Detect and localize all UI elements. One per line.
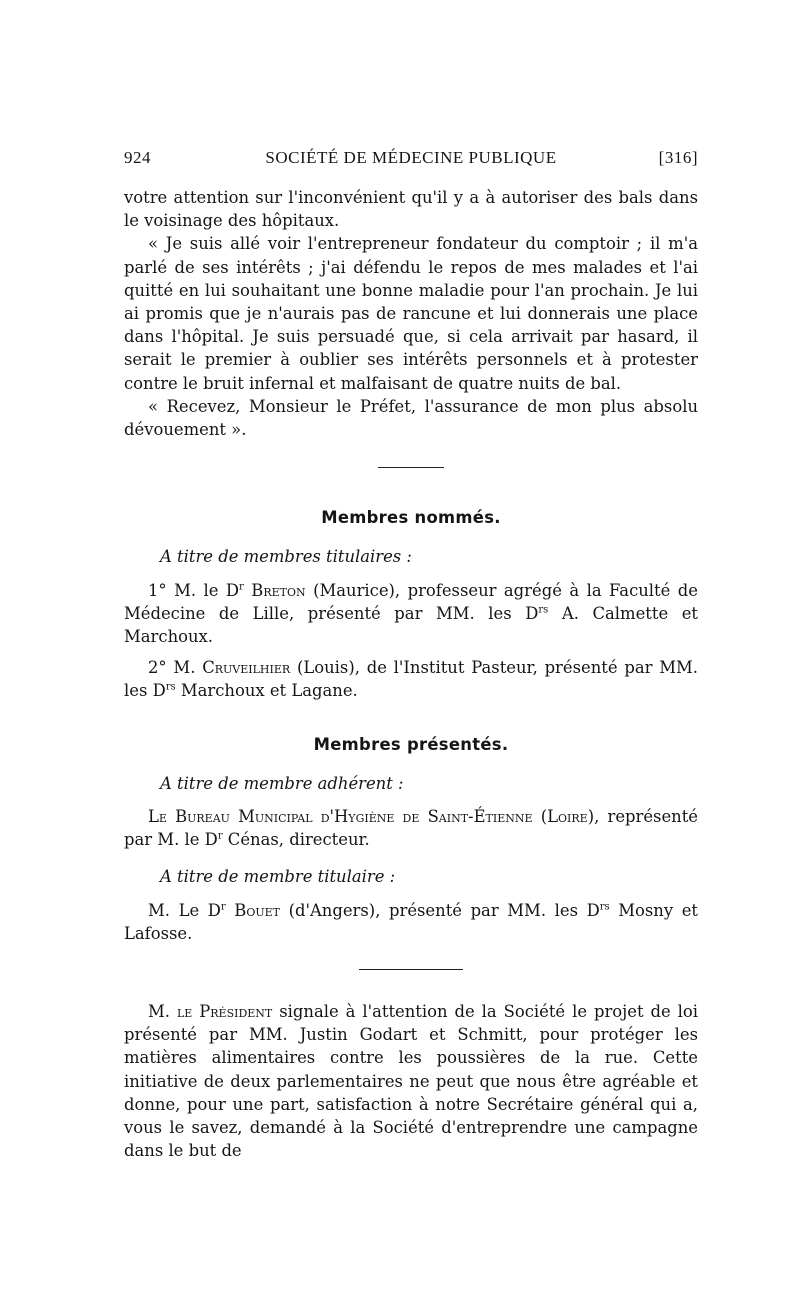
member-name: Cruveilhier bbox=[202, 658, 291, 678]
member-entry bbox=[124, 899, 698, 945]
superscript: rs bbox=[538, 604, 549, 616]
running-header bbox=[124, 148, 698, 170]
paragraph-president bbox=[124, 1000, 698, 1162]
entry-text: M. Le D bbox=[148, 900, 221, 920]
member-name: Le Bureau Municipal d'Hygiène de Saint-Étienne bbox=[148, 807, 533, 827]
entry-text: signale à l'attention de la Société le projet de loi présenté par MM. Justin Godart et Schmitt, pour protéger les matières alimentaires contre les poussières de la rue. Cette initiative de deux parlementaires ne peut que nous être agréable et donne, pour une part, satisfaction à notre Secrétaire général qui a, vous le savez, demandé à la Société d'entreprendre une campagne dans le but de bbox=[124, 1002, 698, 1161]
superscript: rs bbox=[599, 901, 610, 913]
superscript: r bbox=[217, 830, 223, 842]
paragraph-closing: « Recevez, Monsieur le Préfet, l'assurance de mon plus absolu dévouement ». bbox=[124, 396, 698, 440]
entry-text: 2° M. bbox=[148, 658, 203, 678]
entry-text: Mosny et Lafosse. bbox=[124, 900, 698, 943]
paragraph-quote: « Je suis allé voir l'entrepreneur fondateur du comptoir ; il m'a parlé de ses intérêts ; j'ai défendu le repos de mes malades et l'ai quitté en lui souhaitant une bonne maladie pour l'an prochain. Je lui ai promis que je n'aurais pas de rancune et lui donnerais une place dans l'hôpital. Je suis persuadé que, si cela arrivait par hasard, il serait le premier à oublier ses intérêts personnels et à protester contre le bruit infernal et malfaisant de quatre nuits de bal. bbox=[124, 234, 698, 393]
member-name: Breton bbox=[251, 580, 306, 600]
entry-text: (Maurice), professeur agrégé à la Faculté de Médecine de Lille, présenté par MM. les D bbox=[124, 580, 698, 623]
entry-text: (d'Angers), présenté par MM. les D bbox=[279, 900, 600, 920]
page-body bbox=[124, 186, 698, 1163]
divider-rule bbox=[378, 467, 444, 468]
member-entry bbox=[124, 805, 698, 851]
place-name: Loire bbox=[547, 807, 588, 827]
superscript: r bbox=[220, 901, 226, 913]
member-entry bbox=[124, 579, 698, 649]
speaker-name: M. le Président bbox=[148, 1002, 273, 1022]
member-entry bbox=[124, 656, 698, 702]
subhead-membre-titulaire: A titre de membre titulaire : bbox=[160, 867, 396, 887]
divider-rule bbox=[359, 969, 463, 970]
section-title-membres-nommes: Membres nommés. bbox=[321, 508, 501, 528]
superscript: r bbox=[239, 581, 244, 593]
superscript: rs bbox=[165, 681, 176, 693]
paragraph-continuation: votre attention sur l'inconvénient qu'il y a à autoriser des bals dans le voisinage des hôpitaux. bbox=[124, 188, 698, 231]
header-bracket-number: [316] bbox=[658, 148, 698, 167]
section-title-membres-presentes: Membres présentés. bbox=[313, 734, 509, 754]
member-name: Bouet bbox=[225, 900, 280, 920]
entry-text: Marchoux et Lagane. bbox=[175, 681, 358, 701]
page-number: 924 bbox=[124, 148, 151, 167]
entry-text: A. Calmette et Marchoux. bbox=[124, 603, 698, 647]
entry-text: ( bbox=[532, 807, 548, 827]
entry-text: (Louis), de l'Institut Pasteur, présenté par MM. les D bbox=[124, 658, 698, 701]
header-title: SOCIÉTÉ DE MÉDECINE PUBLIQUE bbox=[265, 148, 557, 167]
entry-text: ), représenté par M. le D bbox=[124, 807, 698, 850]
subhead-membre-adherent: A titre de membre adhérent : bbox=[160, 773, 404, 793]
entry-text: Cénas, directeur. bbox=[222, 830, 370, 850]
subhead-membres-titulaires: A titre de membres titulaires : bbox=[160, 547, 412, 567]
entry-text: 1° M. le D bbox=[148, 580, 240, 600]
